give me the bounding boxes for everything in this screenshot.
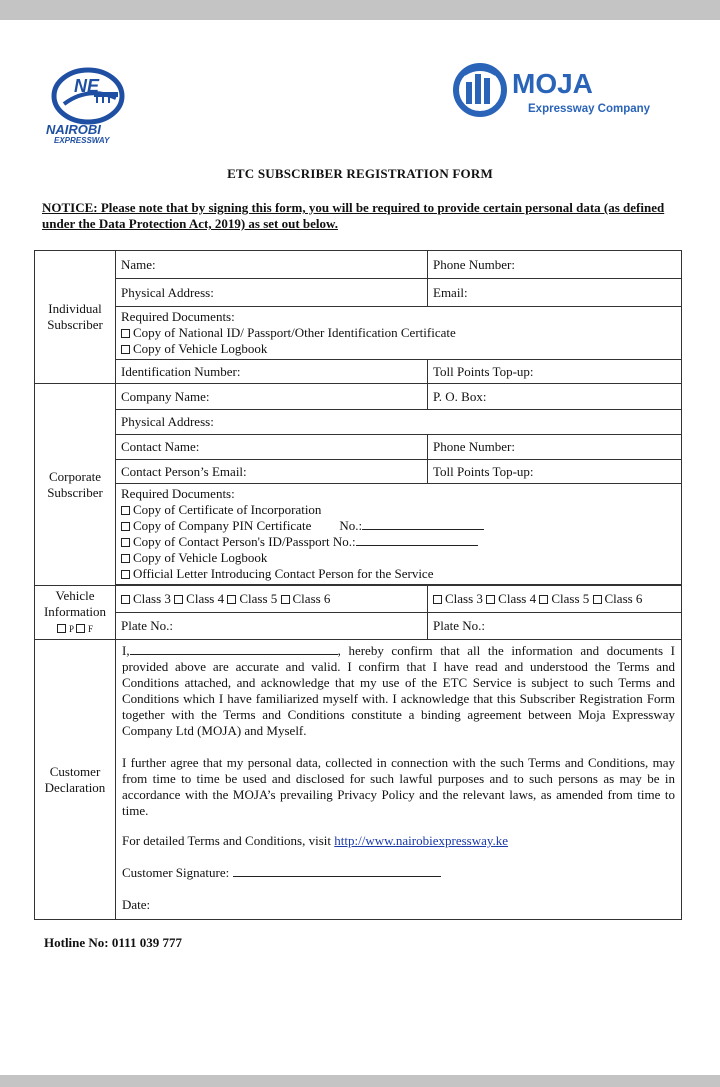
signature-line[interactable] xyxy=(233,876,441,877)
doc-checkbox-vehicle-logbook[interactable]: Copy of Vehicle Logbook xyxy=(121,341,676,357)
corporate-toll-points-topup-field[interactable]: Toll Points Top-up: xyxy=(428,460,682,484)
terms-link[interactable]: http://www.nairobiexpressway.ke xyxy=(334,833,509,848)
customer-signature-row: Customer Signature: xyxy=(122,865,675,881)
svg-text:MOJA: MOJA xyxy=(512,68,593,99)
hotline-text: Hotline No: 0111 039 777 xyxy=(44,935,182,950)
doc-checkbox-corporate-logbook[interactable]: Copy of Vehicle Logbook xyxy=(121,550,676,566)
checkbox-icon[interactable] xyxy=(121,522,130,531)
doc-checkbox-certificate-incorporation[interactable]: Copy of Certificate of Incorporation xyxy=(121,502,676,518)
form-title: ETC SUBSCRIBER REGISTRATION FORM xyxy=(227,166,493,181)
nairobi-expressway-logo xyxy=(44,64,154,146)
plate-number-field-left[interactable]: Plate No.: xyxy=(116,613,428,640)
checkbox-icon[interactable] xyxy=(433,595,442,604)
corporate-phone-number-field[interactable]: Phone Number: xyxy=(428,435,682,460)
svg-text:EXPRESSWAY: EXPRESSWAY xyxy=(54,136,110,145)
required-documents-label: Required Documents: xyxy=(121,309,235,324)
terms-line: For detailed Terms and Conditions, visit http://www.nairobiexpressway.ke xyxy=(122,833,509,848)
customer-declaration-label: Customer Declaration xyxy=(35,640,116,920)
date-row[interactable]: Date: xyxy=(122,897,151,912)
checkbox-icon[interactable] xyxy=(76,624,85,633)
corporate-required-documents-label: Required Documents: xyxy=(121,486,235,501)
checkbox-icon[interactable] xyxy=(121,554,130,563)
customer-name-line[interactable] xyxy=(130,654,338,655)
checkbox-icon[interactable] xyxy=(121,538,130,547)
svg-text:NAIROBI: NAIROBI xyxy=(46,122,101,137)
checkbox-icon[interactable] xyxy=(174,595,183,604)
checkbox-icon[interactable] xyxy=(593,595,602,604)
checkbox-icon[interactable] xyxy=(121,570,130,579)
plate-number-field-right[interactable]: Plate No.: xyxy=(428,613,682,640)
po-box-field[interactable]: P. O. Box: xyxy=(428,384,682,410)
individual-required-documents xyxy=(116,307,682,360)
doc-checkbox-company-pin[interactable]: Copy of Company PIN Certificate No.: xyxy=(121,518,676,534)
doc-checkbox-national-id[interactable]: Copy of National ID/ Passport/Other Identification Certificate xyxy=(121,325,676,341)
checkbox-icon[interactable] xyxy=(57,624,66,633)
contact-name-field[interactable]: Contact Name: xyxy=(116,435,428,460)
contact-email-field[interactable]: Contact Person’s Email: xyxy=(116,460,428,484)
checkbox-icon[interactable] xyxy=(539,595,548,604)
toll-points-topup-field[interactable]: Toll Points Top-up: xyxy=(428,360,682,384)
corporate-physical-address-field[interactable]: Physical Address: xyxy=(116,410,682,435)
declaration-paragraph-1: I, , hereby confirm that all the information and documents I provided above are accurate and valid. I confirm that I have read and understood the Terms and Conditions attached, and acknowledge that my use of the ETC Service is subject to such Terms and Conditions which I have familiarized myself with. I acknowledge that this Subscriber Registration Form together with the Terms and Conditions constitute a binding agreement between Moja Expressway Company Ltd (MOJA) and Myself. xyxy=(122,643,675,738)
notice-text: NOTICE: Please note that by signing this form, you will be required to provide certain personal data (as defined under the Data Protection Act, 2019) as set out below. xyxy=(42,200,665,231)
checkbox-icon[interactable] xyxy=(227,595,236,604)
bottom-bar xyxy=(0,1075,720,1087)
declaration-paragraph-2: I further agree that my personal data, collected in connection with the such Terms and Conditions, may from time to time be used and disclosed for such lawful purposes and to such persons as may be in accordance with the MOJA’s prevailing Privacy Policy and the relevant laws, as amended from time to time. xyxy=(122,755,675,818)
svg-text:Expressway Company: Expressway Company xyxy=(528,103,651,115)
customer-declaration-body xyxy=(116,640,682,920)
name-field[interactable]: Name: xyxy=(116,251,428,279)
registration-form-table xyxy=(34,250,682,920)
vehicle-information-label: Vehicle Information P F xyxy=(35,586,116,640)
checkbox-icon[interactable] xyxy=(121,506,130,515)
checkbox-icon[interactable] xyxy=(281,595,290,604)
checkbox-icon[interactable] xyxy=(121,595,130,604)
moja-logo xyxy=(450,60,680,120)
corporate-required-documents xyxy=(116,484,682,585)
physical-address-field[interactable]: Physical Address: xyxy=(116,279,428,307)
svg-text:NE: NE xyxy=(74,76,100,96)
corporate-subscriber-label: Corporate Subscriber xyxy=(35,384,116,586)
phone-number-field[interactable]: Phone Number: xyxy=(428,251,682,279)
individual-subscriber-label: Individual Subscriber xyxy=(35,251,116,384)
vehicle-class-options-right[interactable]: Class 3 Class 4 Class 5 Class 6 xyxy=(428,586,682,613)
doc-checkbox-contact-id[interactable]: Copy of Contact Person's ID/Passport No.: xyxy=(121,534,676,550)
checkbox-icon[interactable] xyxy=(486,595,495,604)
pin-number-line[interactable] xyxy=(362,529,484,530)
email-field[interactable]: Email: xyxy=(428,279,682,307)
vehicle-class-options-left[interactable]: Class 3 Class 4 Class 5 Class 6 xyxy=(116,586,428,613)
doc-checkbox-official-letter[interactable]: Official Letter Introducing Contact Person for the Service xyxy=(121,566,676,582)
id-number-line[interactable] xyxy=(356,545,478,546)
identification-number-field[interactable]: Identification Number: xyxy=(116,360,428,384)
checkbox-icon[interactable] xyxy=(121,329,130,338)
checkbox-icon[interactable] xyxy=(121,345,130,354)
top-bar xyxy=(0,0,720,20)
company-name-field[interactable]: Company Name: xyxy=(116,384,428,410)
